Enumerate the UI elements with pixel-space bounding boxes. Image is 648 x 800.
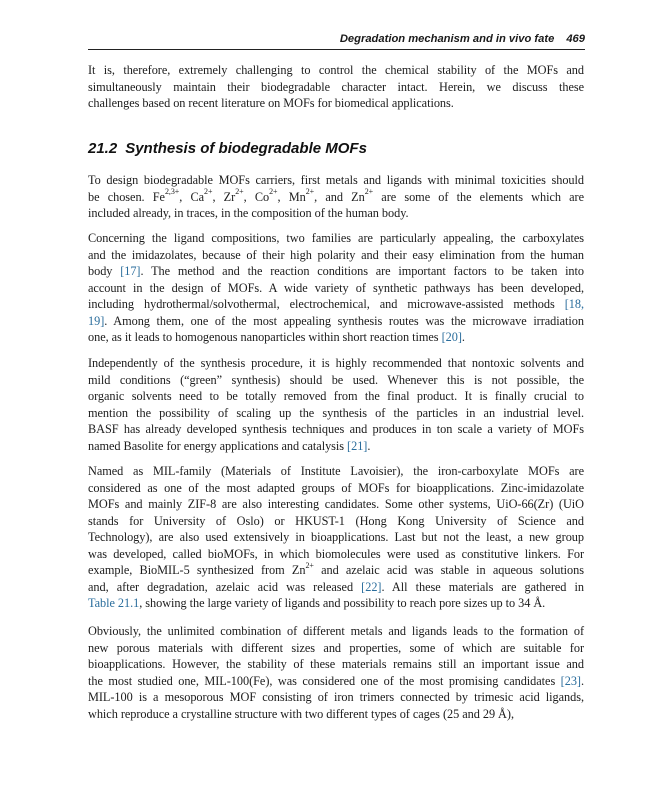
section-number: 21.2 [88,140,118,157]
text-line: challenges based on recent literature on MOFs for biomedical applications. [88,96,454,110]
text-line: BASF has already developed synthesis techniques and produces in ton scale a variety of MOFs [88,422,584,436]
superscript: 2+ [269,187,278,197]
text-line: included already, in traces, in the composition of the human body. [88,206,409,220]
text-line: new porous materials with different sizes and properties, some of which are suitable for [88,640,584,655]
superscript: 2+ [305,187,315,197]
citation-link[interactable]: [21] [347,438,368,453]
text-line: organic solvents need to be totally removed from the final product. It is finally crucial to [88,389,584,403]
text-line: bioapplications. However, the stability of these materials remains still an important issue and [88,657,584,671]
text-line: To design biodegradable MOFs carriers, first metals and ligands with minimal toxicities should [88,173,584,187]
text-line: including hydrothermal/solvothermal, electrochemical, and microwave-assisted methods [18, [88,297,584,311]
text-line: Technology), are also used extensively in bioapplications. Last but not the least, a new group [88,530,584,544]
superscript: 2+ [305,560,314,570]
text-line: Independently of the synthesis procedure, it is highly recommended that nontoxic solvents and [88,356,584,370]
text-line: mild conditions (“green” synthesis) should be used. Whenever this is not possible, the [88,372,584,387]
paragraph-intro [88,62,584,112]
superscript: 2+ [364,187,374,197]
text-line: 19]. Among them, one of the most appealing synthesis routes was the microwave irradiation [88,313,584,328]
text-line: body [17]. The method and the reaction conditions are important factors to be taken into [88,264,584,278]
citation-link[interactable]: [22] [361,579,382,594]
text-line: account in the design of MOFs. A wide variety of synthetic pathways has been developed, [88,280,584,295]
superscript: 2+ [235,187,244,197]
paragraph-mil-family [88,463,584,612]
text-line: stands for University of Oslo) or HKUST-1 (Hong Kong University of Science and [88,513,584,528]
citation-link[interactable]: [17] [120,264,141,278]
text-line: be chosen. $Fe^{2,3+}$, $Ca^{2+}$, $Zr^{2+}$, $Co^{2+}$, $Mn^{2+}$, and $Zn^{2+}$ are some of the elements which are [88,187,585,204]
text-line: considered as one of the most adapted groups of MOFs for bioapplications. Zinc-imidazolate [88,480,584,495]
superscript: 2,3+ [164,187,180,197]
text-line: example, BioMIL-5 synthesized from $Zn^{2+}$ and azelaic acid was stable in aqueous solutions [88,560,584,577]
text-line: named Basolite for energy applications and catalysis [21]. [88,438,371,453]
citation-link[interactable]: [20] [441,330,462,344]
text-line: one, as it leads to homogenous nanoparticles within short reaction times [20]. [88,330,465,344]
section-title: Synthesis of biodegradable MOFs [125,140,367,157]
header-rule [88,49,585,50]
citation-link[interactable]: [23] [560,673,581,688]
table-link[interactable]: Table 21.1 [88,596,140,610]
text-line: MIL-100 is a mesoporous MOF consisting of iron trimers connected by trimesic acid ligands, [88,690,584,704]
citation-link[interactable]: 19] [88,313,105,328]
text-line: MOFs and mainly ZIF-8 are also interesting candidates. Some other systems, UiO-66(Zr) (UiO [88,497,584,511]
text-line: simultaneously maintain their biodegradable character intact. Herein, we discuss these [88,79,584,94]
text-line: It is, therefore, extremely challenging to control the chemical stability of the MOFs and [88,63,584,77]
text-line: and the imidazolates, because of their high polarity and their easy elimination from the human [88,247,584,262]
section-heading [88,138,585,160]
text-line: Obviously, the unlimited combination of different metals and ligands leads to the formation of [88,624,584,638]
text-line: Named as MIL-family (Materials of Institute Lavoisier), the iron-carboxylate MOFs are [88,464,584,478]
citation-link[interactable]: [18, [564,297,584,311]
paragraph-ligands [88,230,584,346]
paragraph-metals [88,172,584,222]
text-line: mention the possibility of scaling up the synthesis of the particles in an industrial level. [88,405,584,420]
text-line: was developed, called bioMOFs, in which biomolecules were used as constitutive linkers. For [88,546,584,561]
running-header [88,29,585,49]
paragraph-stability [88,623,584,722]
text-line: which reproduce a crystalline structure with two different types of cages (25 and 29 Å), [88,706,514,721]
text-line: Table 21.1, showing the large variety of ligands and possibility to reach pore sizes up to 34 Å. [88,596,546,610]
page-number: 469 [566,33,585,45]
paragraph-solvents [88,355,584,454]
superscript: 2+ [204,187,213,197]
running-title: Degradation mechanism and in vivo fate [339,33,555,45]
text-line: the most studied one, MIL-100(Fe), was considered one of the most promising candidates [23]. [88,673,584,688]
text-line: and, after degradation, azelaic acid was released [22]. All these materials are gathered in [88,579,584,594]
text-line: Concerning the ligand compositions, two families are particularly appealing, the carboxylates [88,231,584,245]
